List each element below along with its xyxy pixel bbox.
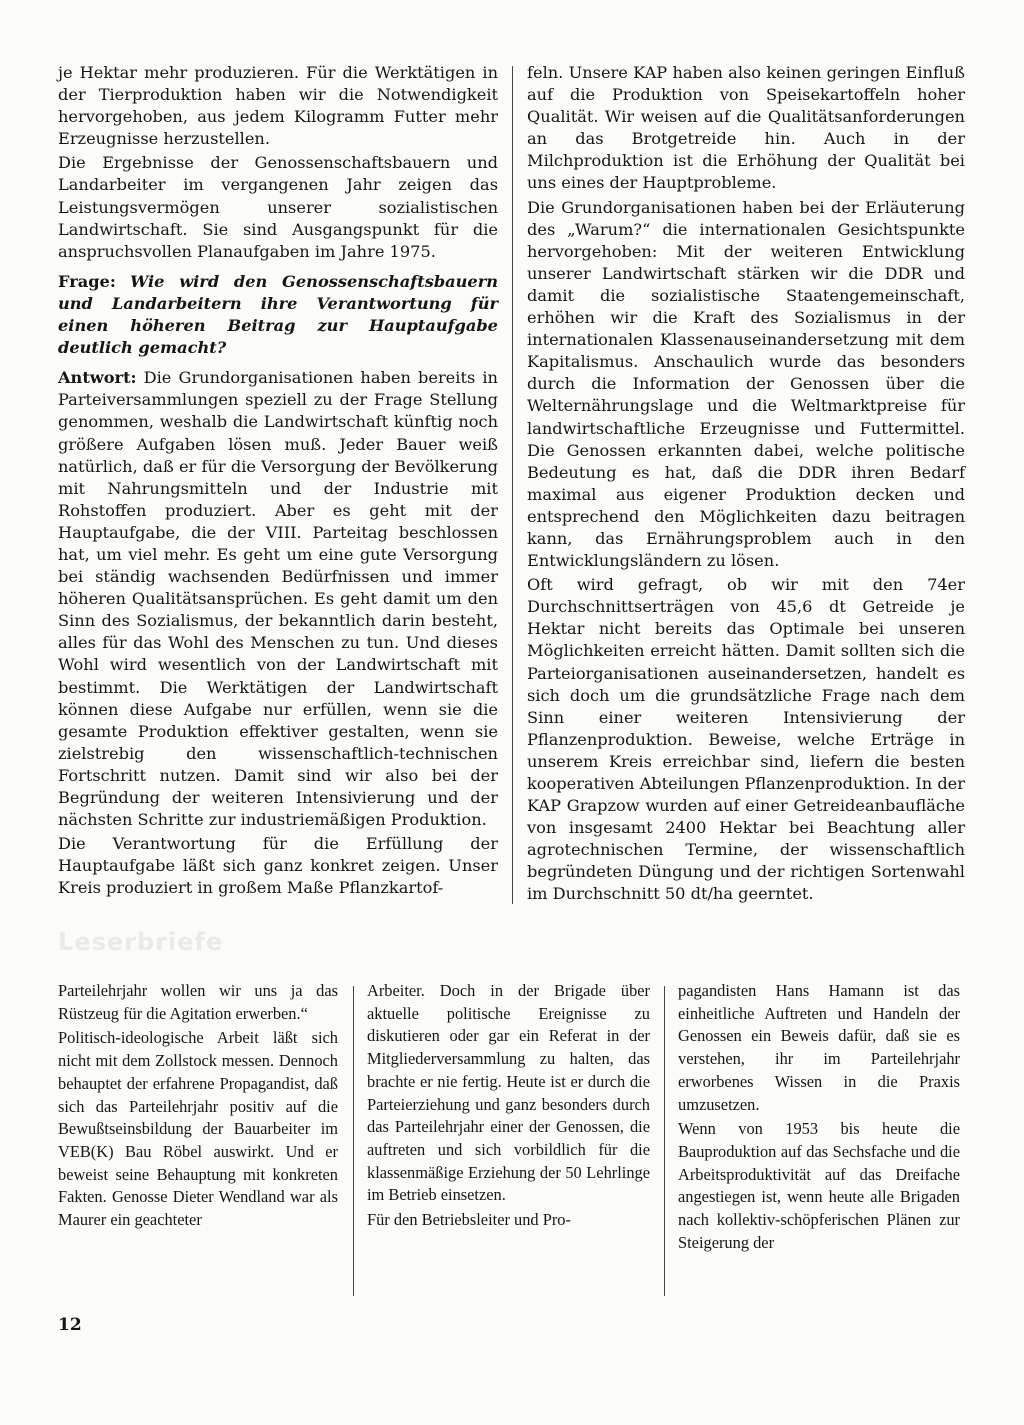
bottom-column-3 <box>678 980 960 1254</box>
paragraph: Für den Betriebsleiter und Pro- <box>367 1210 571 1230</box>
bottom-column-2 <box>367 980 650 1232</box>
question-paragraph <box>58 271 498 359</box>
answer-label: Antwort: <box>58 368 137 388</box>
paragraph: Oft wird gefragt, ob wir mit den 74er Durchschnittserträgen von 45,6 dt Getreide je Hektar nicht bereits das Optimale bei unseren Möglichkeiten erreicht hätten. Damit sollten sich die Parteiorganisationen auseinandersetzen, handelt es sich doch um die grundsätzliche Frage nach dem Sinn einer weiteren Intensivierung der Pflanzenproduktion. Beweise, welche Erträge in unserem Kreis erreichbar sind, liefern die besten kooperativen Abteilungen Pflanzenproduktion. In der KAP Grapzow wurden auf einer Getreideanbaufläche von insgesamt 2400 Hektar bei Beachtung aller agrotechnischen Termine, der wissenschaftlich begründeten Düngung und der richtigen Sortenwahl im Durchschnitt 50 dt/ha geerntet. <box>527 575 965 904</box>
paragraph: Die Ergebnisse der Genossenschaftsbauern und Landarbeiter im vergangenen Jahr zeigen das Leistungsvermögen unserer sozialistischen Landwirtschaft. Sie sind Ausgangspunkt für die anspruchsvollen Planaufgaben im Jahre 1975. <box>58 153 498 261</box>
paragraph: Arbeiter. Doch in der Brigade über aktuelle politische Ereignisse zu diskutieren oder gar ein Referat in der Mitgliederversammlung zu halten, das brachte er nie fertig. Heute ist er durch die Parteierziehung und ganz besonders durch das Parteilehrjahr einer der Genossen, die auftreten und sich vorbildlich für die klassenmäßige Erziehung der 50 Lehrlinge im Betrieb einsetzen. <box>367 981 650 1205</box>
top-right-column <box>527 62 965 906</box>
answer-paragraph <box>58 367 498 831</box>
paragraph: pagandisten Hans Hamann ist das einheitliche Auftreten und Handeln der Genossen ein Beweis dafür, daß sie es verstehen, ihr im Parteilehrjahr erworbenes Wissen in die Praxis umzusetzen. <box>678 981 960 1114</box>
paragraph: Parteilehrjahr wollen wir uns ja das Rüstzeug für die Agitation erwerben.“ <box>58 981 338 1023</box>
question-text: Wie wird den Genossenschaftsbauern und Landarbeitern ihre Verantwortung für einen höheren Beitrag zur Hauptaufgabe deutlich gemacht? <box>58 271 498 358</box>
page-number: 12 <box>58 1315 82 1335</box>
paragraph: Wenn von 1953 bis heute die Bauproduktion auf das Sechsfache und die Arbeitsproduktivität auf das Dreifache angestiegen ist, wenn heute alle Brigaden nach kollektiv-schöpferischen Plänen zur Steigerung der <box>678 1119 960 1252</box>
paragraph: feln. Unsere KAP haben also keinen geringen Einfluß auf die Produktion von Speisekartoffeln hoher Qualität. Wir weisen auf die Qualitätsanforderungen an das Brotgetreide hin. Auch in der Milchproduktion ist die Erhöhung der Qualität bei uns eines der Hauptprobleme. <box>527 63 965 193</box>
section-banner: Leserbriefe <box>58 928 224 956</box>
answer-text: Die Grundorganisationen haben bereits in Parteiversammlungen speziell zu der Frage Stellung genommen, weshalb die Landwirtschaft künftig noch größere Aufgaben lösen muß. Jeder Bauer weiß natürlich, daß er für die Versorgung der Bevölkerung mit Nahrungsmitteln und der Industrie mit Rohstoffen produziert. Aber es geht mit der Hauptaufgabe, die der VIII. Parteitag beschlossen hat, um viel mehr. Es geht um eine gute Versorgung bei ständig wachsenden Bedürfnissen und immer höheren Qualitätsansprüchen. Es geht damit um den Sinn des Sozialismus, der bekanntlich darin besteht, alles für das Wohl des Menschen zu tun. Und dieses Wohl wird wesentlich von der Landwirtschaft mit bestimmt. Die Werktätigen der Landwirtschaft können diese Aufgabe nur erfüllen, wenn sie die gesamte Produktion effektiver gestalten, wenn sie zielstrebig den wissenschaftlich-technischen Fortschritt nutzen. Damit sind wir also bei der Begründung der weiteren Intensivierung und der nächsten Schritte zur industriemäßigen Produktion. <box>58 368 498 830</box>
bottom-column-1 <box>58 980 338 1232</box>
top-left-column <box>58 62 498 899</box>
paragraph: Die Grundorganisationen haben bei der Erläuterung des „Warum?“ die internationalen Gesichtspunkte hervorgehoben: Mit der weiteren Entwicklung unserer Landwirtschaft stärken wir die DDR und damit die sozialistische Staatengemeinschaft, erhöhen wir die Kraft des Sozialismus in der internationalen Klassenauseinandersetzung mit dem Kapitalismus. Anschaulich wurde das besonders durch die Information der Genossen über die Welternährungslage und die Weltmarktpreise für landwirtschaftliche Erzeugnisse und Futtermittel. Die Genossen erkannten dabei, welche politische Bedeutung es hat, daß die DDR ihren Bedarf maximal aus eigener Produktion decken und entsprechend den Möglichkeiten dazu beitragen kann, das Ernährungsproblem auch in den Entwicklungsländern zu lösen. <box>527 197 965 571</box>
column-divider <box>512 66 513 904</box>
column-divider <box>353 986 354 1296</box>
question-label: Frage: <box>58 271 116 291</box>
paragraph: Die Verantwortung für die Erfüllung der Hauptaufgabe läßt sich ganz konkret zeigen. Unser Kreis produziert in großem Maße Pflanzkartof- <box>58 834 498 898</box>
paragraph: je Hektar mehr produzieren. Für die Werktätigen in der Tierproduktion haben wir die Notwendigkeit hervorgehoben, aus jedem Kilogramm Futter mehr Erzeugnisse herzustellen. <box>58 63 498 149</box>
column-divider <box>664 986 665 1296</box>
paragraph: Politisch-ideologische Arbeit läßt sich nicht mit dem Zollstock messen. Dennoch behauptet der erfahrene Propagandist, daß sich das Parteilehrjahr positiv auf die Bewußtseinsbildung der Bauarbeiter im VEB(K) Bau Röbel auswirkt. Und er beweist seine Behauptung mit konkreten Fakten. Genosse Dieter Wendland war als Maurer ein geachteter <box>58 1028 338 1230</box>
